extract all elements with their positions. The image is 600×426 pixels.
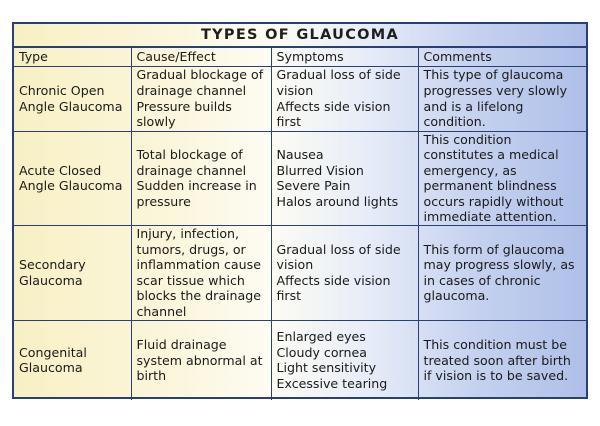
cell-line: Secondary (19, 257, 86, 273)
cell-line: Angle Glaucoma (19, 178, 123, 194)
header-row (14, 48, 586, 66)
cell-line: glaucoma. (423, 288, 490, 304)
cause-cell (131, 131, 271, 226)
cell-line: Affects side vision (276, 272, 391, 288)
cell-line: constitutes a medical (423, 147, 559, 163)
cause-cell (131, 66, 271, 131)
cell-line: channel (136, 304, 187, 320)
cell-line: treated soon after birth (423, 352, 571, 368)
cell-line: slowly (136, 114, 176, 130)
cell-line: tumors, drugs, or (136, 241, 246, 257)
cell-line: first (276, 114, 302, 130)
cell-line: progresses very slowly (423, 82, 568, 98)
cell-line: pressure (136, 193, 191, 209)
comments-cell (418, 226, 586, 321)
cause-cell (131, 320, 271, 400)
cell-line: Excessive tearing (276, 375, 388, 391)
cell-line: Light sensitivity (276, 360, 377, 376)
cell-line: Sudden increase in (136, 178, 257, 194)
table-row (14, 131, 586, 226)
cell-line: This type of glaucoma (423, 67, 564, 83)
cell-line: drainage channel (136, 162, 247, 178)
cell-line: Halos around lights (276, 193, 399, 209)
cell-line: system abnormal at (136, 352, 263, 368)
comments-cell (418, 320, 586, 400)
cell-line: Congenital (19, 344, 87, 360)
cell-line: vision (276, 82, 314, 98)
cell-line: blocks the drainage (136, 288, 261, 304)
symptoms-cell (271, 320, 418, 400)
cause-cell (131, 226, 271, 321)
cell-line: and is a lifelong (423, 98, 524, 114)
type-cell (14, 131, 131, 226)
cell-line: Cloudy cornea (276, 344, 367, 360)
table-row (14, 226, 586, 321)
cell-line: permanent blindness (423, 178, 557, 194)
header-symptoms: Symptoms (271, 48, 418, 66)
cell-line: Affects side vision (276, 98, 391, 114)
cell-line: Gradual loss of side (276, 67, 401, 83)
cell-line: Angle Glaucoma (19, 98, 123, 114)
cell-line: scar tissue which (136, 272, 245, 288)
header-type: Type (14, 48, 131, 66)
glaucoma-types-table (14, 48, 586, 400)
symptoms-cell (271, 226, 418, 321)
cell-line: in cases of chronic (423, 272, 541, 288)
cell-line: Injury, infection, (136, 226, 240, 242)
cell-line: immediate attention. (423, 209, 557, 225)
cell-line: Gradual loss of side (276, 241, 401, 257)
cell-line: Blurred Vision (276, 162, 364, 178)
cell-line: Chronic Open (19, 82, 105, 98)
cell-line: if vision is to be saved. (423, 368, 569, 384)
symptoms-cell (271, 131, 418, 226)
cell-line: Nausea (276, 147, 324, 163)
table-title: TYPES OF GLAUCOMA (14, 24, 586, 48)
comments-cell (418, 131, 586, 226)
cell-line: This form of glaucoma (423, 241, 565, 257)
cell-line: birth (136, 368, 167, 384)
glaucoma-table-card (12, 22, 588, 399)
cell-line: vision (276, 257, 314, 273)
comments-cell (418, 66, 586, 131)
cell-line: Total blockage of (136, 147, 243, 163)
cell-line: Gradual blockage of (136, 67, 264, 83)
cell-line: Glaucoma (19, 272, 83, 288)
cell-line: Severe Pain (276, 178, 351, 194)
type-cell (14, 226, 131, 321)
cell-line: may progress slowly, as (423, 257, 575, 273)
cell-line: Glaucoma (19, 360, 83, 376)
cell-line: This condition (423, 131, 512, 147)
cell-line: Acute Closed (19, 162, 102, 178)
cell-line: drainage channel (136, 82, 247, 98)
symptoms-cell (271, 66, 418, 131)
header-comments: Comments (418, 48, 586, 66)
cell-line: Pressure builds (136, 98, 232, 114)
type-cell (14, 320, 131, 400)
type-cell (14, 66, 131, 131)
cell-line: inflammation cause (136, 257, 261, 273)
header-cause-effect: Cause/Effect (131, 48, 271, 66)
table-row (14, 66, 586, 131)
cell-line: first (276, 288, 302, 304)
cell-line: Enlarged eyes (276, 329, 366, 345)
cell-line: Fluid drainage (136, 336, 227, 352)
cell-line: condition. (423, 114, 486, 130)
cell-line: This condition must be (423, 336, 567, 352)
cell-line: occurs rapidly without (423, 193, 564, 209)
table-row (14, 320, 586, 400)
cell-line: emergency, as (423, 162, 517, 178)
